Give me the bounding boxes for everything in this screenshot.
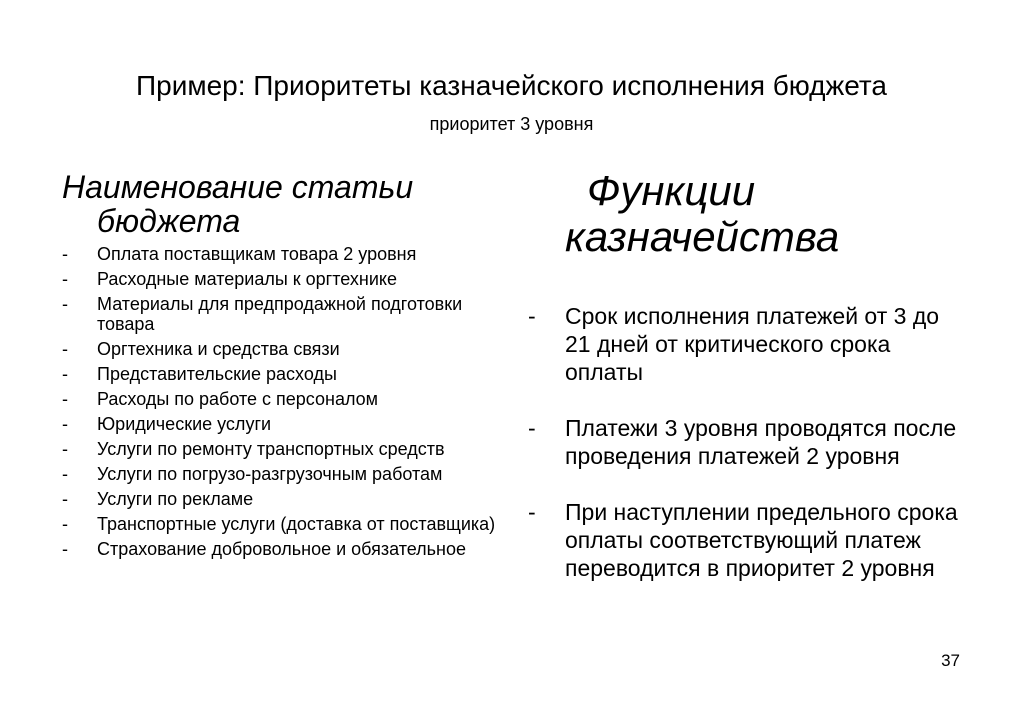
- list-item: [62, 294, 502, 334]
- list-item-text: Услуги по рекламе: [97, 489, 254, 509]
- list-item: [62, 489, 502, 509]
- list-item-text: Услуги по погрузо-разгрузочным работам: [97, 464, 443, 484]
- page-number: 37: [941, 651, 960, 670]
- list-item-text: Расходные материалы к оргтехнике: [97, 269, 397, 289]
- list-item: [62, 244, 502, 264]
- list-item-text: Оплата поставщикам товара 2 уровня: [97, 244, 417, 264]
- list-item: [62, 439, 502, 459]
- bullet-dash: -: [62, 489, 68, 509]
- bullet-dash: -: [62, 439, 68, 459]
- list-item: [62, 269, 502, 289]
- treasury-functions-list: [528, 302, 968, 582]
- budget-items-heading: Наименование статьи бюджета: [62, 169, 414, 239]
- bullet-dash: -: [62, 414, 68, 434]
- bullet-dash: -: [62, 539, 68, 559]
- bullet-dash: -: [62, 364, 68, 384]
- heading-line-1: Функции: [587, 167, 756, 214]
- bullet-dash: -: [62, 294, 68, 314]
- list-item: [62, 364, 502, 384]
- list-item-text: Срок исполнения платежей от 3 до 21 дней от критического срока оплаты: [565, 303, 940, 385]
- bullet-dash: -: [62, 389, 68, 409]
- list-item: [528, 414, 968, 470]
- list-item: [62, 539, 502, 559]
- bullet-dash: -: [528, 415, 536, 441]
- slide-subtitle: приоритет 3 уровня: [429, 114, 594, 134]
- bullet-dash: -: [62, 244, 68, 264]
- list-item-text: Представительские расходы: [97, 364, 337, 384]
- bullet-dash: -: [62, 464, 68, 484]
- list-item-text: Расходы по работе с персоналом: [97, 389, 379, 409]
- list-item-text: Услуги по ремонту транспортных средств: [97, 439, 445, 459]
- list-item: [528, 498, 968, 582]
- budget-items-column: [62, 170, 502, 564]
- list-item: [62, 514, 502, 534]
- list-item-text: Оргтехника и средства связи: [97, 339, 340, 359]
- list-item-text: При наступлении предельного срока оплаты соответствующий платеж переводится в приоритет 2 уровня: [565, 499, 958, 581]
- list-item-text: Транспортные услуги (доставка от поставщика): [97, 514, 496, 534]
- list-item-text: Юридические услуги: [97, 414, 272, 434]
- list-item-text: Материалы для предпродажной подготовки товара: [97, 294, 463, 334]
- list-item: [62, 464, 502, 484]
- budget-items-list: [62, 244, 502, 559]
- list-item: [528, 302, 968, 386]
- bullet-dash: -: [62, 514, 68, 534]
- bullet-dash: -: [528, 303, 536, 329]
- treasury-functions-heading: [565, 168, 968, 260]
- list-item: [62, 339, 502, 359]
- bullet-dash: -: [528, 499, 536, 525]
- list-item: [62, 389, 502, 409]
- list-item-text: Страхование добровольное и обязательное: [97, 539, 467, 559]
- bullet-dash: -: [62, 269, 68, 289]
- treasury-functions-column: [528, 168, 968, 610]
- list-item-text: Платежи 3 уровня проводятся после проведения платежей 2 уровня: [565, 415, 957, 469]
- list-item: [62, 414, 502, 434]
- heading-line-2: казначейства: [565, 213, 840, 260]
- slide-title: Пример: Приоритеты казначейского исполнения бюджета: [136, 70, 887, 101]
- bullet-dash: -: [62, 339, 68, 359]
